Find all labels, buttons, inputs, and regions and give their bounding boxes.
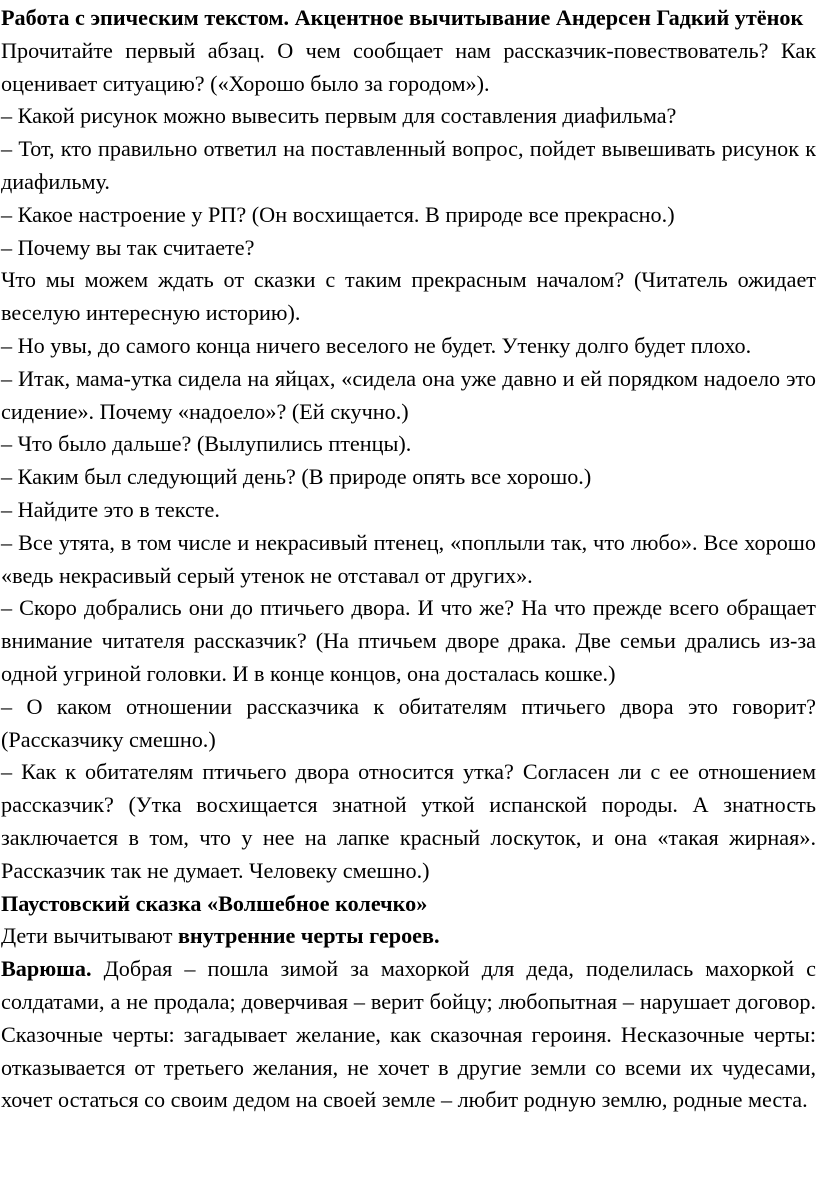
- paragraph: – Какой рисунок можно вывесить первым для составления диафильма?: [1, 103, 677, 129]
- intro-paragraph: [1, 920, 816, 953]
- paragraph: – О каком отношении рассказчика к обитателям птичьего двора это говорит? (Рассказчику смешно.): [1, 693, 816, 752]
- paragraph: – Тот, кто правильно ответил на поставленный вопрос, пойдет вывешивать рисунок к диафильму.: [1, 136, 816, 194]
- paragraph: – Почему вы так считаете?: [1, 234, 255, 260]
- intro-text: Дети вычитывают: [1, 923, 178, 949]
- paragraph: – Какое настроение у РП? (Он восхищается. В природе все прекрасно.): [1, 201, 675, 227]
- paragraph: – Найдите это в тексте.: [1, 496, 220, 522]
- paragraph: – Но увы, до самого конца ничего веселого не будет. Утенку долго будет плохо.: [1, 332, 752, 358]
- paragraph: – Скоро добрались они до птичьего двора. И что же? На что прежде всего обращает внимание читателя рассказчик? (На птичьем дворе драка. Две семьи дрались из-за одной угриной головки. И в конце концов, она досталась кошке.): [1, 595, 816, 686]
- character-name: Варюша.: [1, 956, 92, 982]
- intro-emphasis: внутренние черты героев.: [177, 923, 440, 949]
- paragraph: Что мы можем ждать от сказки с таким прекрасным началом? (Читатель ожидает веселую интересную историю).: [1, 267, 816, 326]
- paragraph: – Как к обитателям птичьего двора относится утка? Согласен ли с ее отношением рассказчик? (Утка восхищается знатной уткой испанской породы. А знатность заключается в том, что у нее на лапке красный лоскуток, и она «такая жирная». Рассказчик так не думает. Человеку смешно.): [1, 759, 816, 883]
- character-paragraph-varusha: [1, 953, 816, 1117]
- paragraph: – Каким был следующий день? (В природе опять все хорошо.): [1, 464, 592, 490]
- paragraph: – Что было дальше? (Вылупились птенцы).: [1, 431, 412, 457]
- paragraph: – Все утята, в том числе и некрасивый птенец, «поплыли так, что любо». Все хорошо «ведь некрасивый серый утенок не отставал от других».: [1, 529, 816, 588]
- character-description: Добрая – пошла зимой за махоркой для деда, поделилась махоркой с солдатами, а не продала; доверчивая – верит бойцу; любопытная – нарушает договор. Сказочные черты: загадывает желание, как сказочная героиня. Несказочные черты: отказывается от третьего желания, не хочет в другие земли со всеми их чудесами, хочет остаться со своим дедом на своей земле – любит родную землю, родные места.: [1, 956, 816, 1113]
- paragraph: – Итак, мама-утка сидела на яйцах, «сидела она уже давно и ей порядком надоело это сидение». Почему «надоело»? (Ей скучно.): [1, 365, 816, 424]
- section-heading-paustovsky: Паустовский сказка «Волшебное колечко»: [1, 890, 428, 916]
- paragraph: Прочитайте первый абзац. О чем сообщает нам рассказчик-повествователь? Как оценивает ситуацию? («Хорошо было за городом»).: [1, 37, 816, 96]
- section-heading-andersen: Работа с эпическим текстом. Акцентное вычитывание Андерсен Гадкий утёнок: [1, 5, 804, 30]
